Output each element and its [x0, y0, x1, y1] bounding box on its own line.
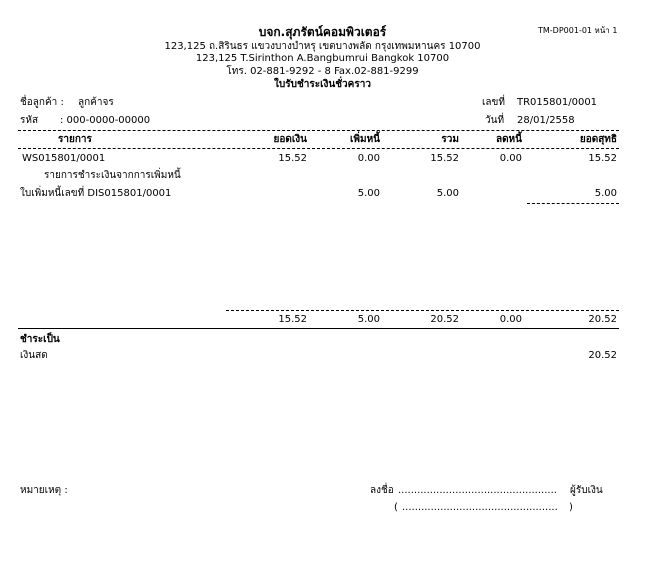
row2-item: ใบเพิ่มหนี้เลขที่ DIS015801/0001 — [20, 188, 172, 199]
row2-net: 5.00 — [594, 188, 617, 199]
total-decrease: 0.00 — [499, 314, 522, 325]
customer-code-value: : 000-0000-00000 — [60, 115, 151, 126]
customer-code-label: รหัส — [20, 115, 39, 126]
totals-bottom-rule — [18, 328, 619, 329]
subtotal-rule — [527, 203, 619, 204]
sub-heading: รายการชำระเงินจากการเพิ่มหนี้ — [44, 170, 181, 181]
doc-date-label: วันที่ — [485, 115, 505, 126]
form-code: TM-DP001-01 หน้า 1 — [538, 26, 618, 35]
total-amount: 15.52 — [278, 314, 307, 325]
receiver-label: ผู้รับเงิน — [570, 485, 603, 496]
name-line: ................................................. — [402, 502, 558, 513]
header-item: รายการ — [58, 134, 92, 145]
header-total: รวม — [441, 134, 459, 145]
company-phone: โทร. 02-881-9292 - 8 Fax.02-881-9299 — [226, 66, 419, 77]
total-increase: 5.00 — [357, 314, 380, 325]
row2-total: 5.00 — [436, 188, 459, 199]
paren-open: ( — [394, 502, 398, 513]
customer-name-value: ลูกค้าจร — [78, 97, 114, 108]
total-net: 20.52 — [588, 314, 617, 325]
company-name: บจก.สุภรัตน์คอมพิวเตอร์ — [258, 25, 387, 39]
row2-increase: 5.00 — [357, 188, 380, 199]
row1-net: 15.52 — [588, 153, 617, 164]
remark-label: หมายเหตุ : — [20, 485, 68, 496]
row1-amount: 15.52 — [278, 153, 307, 164]
row1-total: 15.52 — [430, 153, 459, 164]
header-amount: ยอดเงิน — [273, 134, 307, 145]
total-total: 20.52 — [430, 314, 459, 325]
row1-increase: 0.00 — [357, 153, 380, 164]
signature-line: .................................................. — [398, 485, 557, 496]
table-top-rule — [18, 130, 619, 131]
doc-number-label: เลขที่ — [482, 97, 505, 108]
row1-decrease: 0.00 — [499, 153, 522, 164]
header-increase: เพิ่มหนี้ — [349, 134, 380, 145]
doc-number-value: TR015801/0001 — [517, 97, 598, 108]
row1-item: WS015801/0001 — [22, 153, 106, 164]
company-address-en: 123,125 T.Sirinthon A.Bangbumrui Bangkok 10700 — [195, 53, 450, 64]
totals-top-rule — [226, 310, 619, 311]
company-address-th: 123,125 ถ.สิรินธร แขวงบางบำหรุ เขตบางพลัด กรุงเทพมหานคร 10700 — [164, 41, 481, 52]
payment-amount: 20.52 — [588, 350, 617, 361]
payment-title: ชำระเป็น — [20, 334, 60, 345]
payment-method: เงินสด — [20, 350, 48, 361]
document-title: ใบรับชำระเงินชั่วคราว — [274, 79, 371, 90]
sign-label: ลงชื่อ — [370, 485, 394, 496]
header-net: ยอดสุทธิ — [579, 134, 617, 145]
header-decrease: ลดหนี้ — [495, 134, 522, 145]
paren-close: ) — [569, 502, 573, 513]
doc-date-value: 28/01/2558 — [517, 115, 575, 126]
table-header-rule — [18, 148, 619, 149]
customer-name-label: ชื่อลูกค้า : — [20, 97, 64, 108]
